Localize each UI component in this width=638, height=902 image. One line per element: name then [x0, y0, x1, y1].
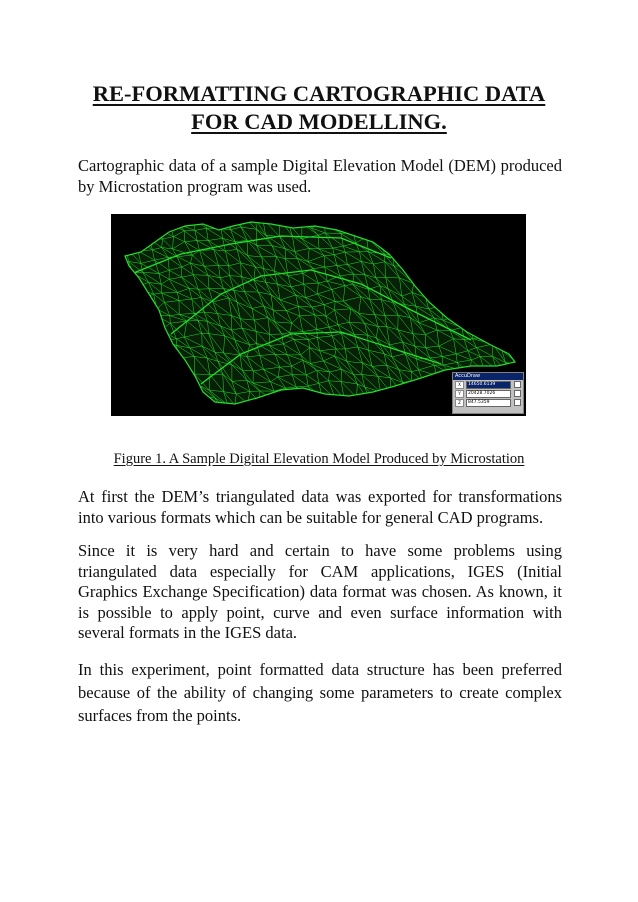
accudraw-field-z: 847.5359 [466, 399, 511, 407]
paragraph-export: At first the DEM’s triangulated data was exported for transformations into various formats which can be suitable for general CAD programs. [78, 487, 562, 527]
accudraw-field-y: 20428.7026 [466, 390, 511, 398]
figure-caption: Figure 1. A Sample Digital Elevation Model Produced by Microstation [113, 451, 525, 467]
title-line-2: FOR CAD MODELLING. [191, 109, 447, 134]
paragraph-intro: Cartographic data of a sample Digital Elevation Model (DEM) produced by Microstation program was used. [78, 156, 562, 196]
dem-figure [111, 214, 526, 416]
accudraw-title: AccuDraw [453, 373, 523, 380]
accudraw-row-y [453, 389, 523, 398]
accudraw-panel [452, 372, 524, 414]
accudraw-label-z: Z [455, 399, 464, 407]
paragraph-experiment: In this experiment, point formatted data structure has been preferred because of the ability of changing some parameters to create complex surfaces from the points. [78, 660, 562, 725]
accudraw-lock-y [514, 390, 521, 397]
paragraph-iges: Since it is very hard and certain to have some problems using triangulated data especially for CAM applications, IGES (Initial Graphics Exchange Specification) data format was chosen. As known, it is possible to apply point, curve and even surface information with several formats in the IGES data. [78, 541, 562, 642]
title-line-1: RE-FORMATTING CARTOGRAPHIC DATA [92, 81, 546, 106]
accudraw-lock-z [514, 399, 521, 406]
accudraw-label-x: X [455, 381, 464, 389]
accudraw-label-y: Y [455, 390, 464, 398]
accudraw-row-x [453, 380, 523, 389]
accudraw-field-x: 14650.6139 [466, 381, 511, 389]
page-title [60, 80, 578, 136]
accudraw-lock-x [514, 381, 521, 388]
accudraw-row-z [453, 398, 523, 407]
